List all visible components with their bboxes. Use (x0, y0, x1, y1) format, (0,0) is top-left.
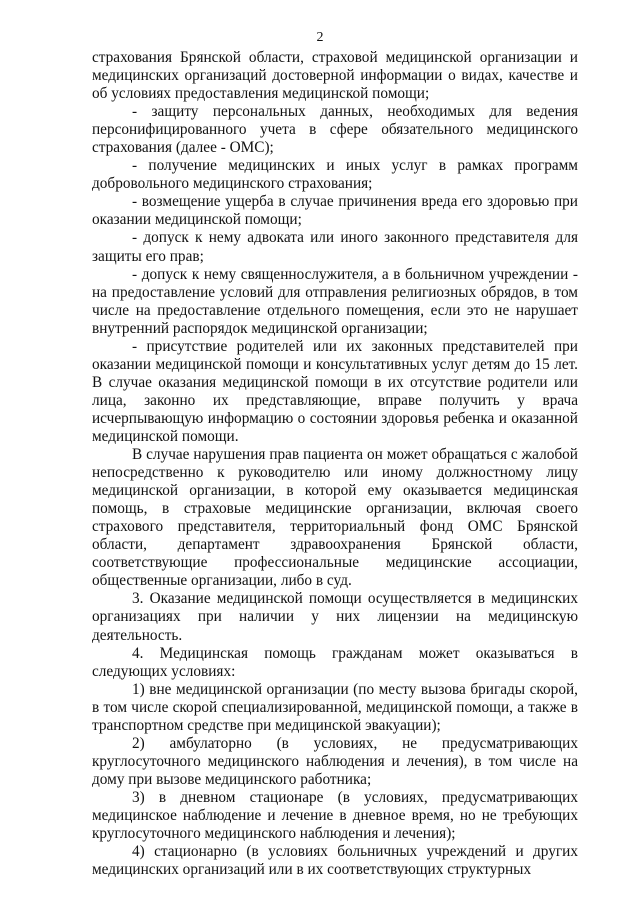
paragraph: 3. Оказание медицинской помощи осуществляется в медицинских организациях при наличии у них лицензии на медицинскую деятельность. (92, 590, 578, 644)
paragraph: 3) в дневном стационаре (в условиях, предусматривающих медицинское наблюдение и лечение в дневное время, но не требующих круглосуточного медицинского наблюдения и лечения); (92, 788, 578, 843)
paragraph: - получение медицинских и иных услуг в рамках программ добровольного медицинского страхования; (92, 157, 578, 193)
paragraph: 1) вне медицинской организации (по месту вызова бригады скорой, в том числе скорой специализированной, медицинской помощи, а также в транспортном средстве при медицинской эвакуации); (92, 680, 578, 734)
paragraph: 4) стационарно (в условиях больничных учреждений и других медицинских организаций или в их соответствующих структурных (92, 843, 578, 879)
paragraph: - защиту персональных данных, необходимых для ведения персонифицированного учета в сфере обязательного медицинского страхования (далее - ОМС); (92, 103, 578, 157)
paragraph: - присутствие родителей или их законных представителей при оказании медицинской помощи и консультативных услуг детям до 15 лет. В случае оказания медицинской помощи в их отсутствие родители или лица, законно их представляющие, вправе получить у врача исчерпывающую информацию о состоянии здоровья ребенка и оказанной медицинской помощи. (92, 337, 578, 445)
paragraph: - допуск к нему адвоката или иного законного представителя для защиты его прав; (92, 229, 578, 265)
paragraph: - допуск к нему священнослужителя, а в больничном учреждении - на предоставление условий для отправления религиозных обрядов, в том числе на предоставление отдельного помещения, если это не нарушает внутренний распорядок медицинской организации; (92, 265, 578, 337)
paragraph: 4. Медицинская помощь гражданам может оказываться в следующих условиях: (92, 644, 578, 680)
document-body (92, 49, 578, 879)
paragraph: 2) амбулаторно (в условиях, не предусматривающих круглосуточного медицинского наблюдения и лечения), в том числе на дому при вызове медицинского работника; (92, 734, 578, 788)
paragraph: В случае нарушения прав пациента он может обращаться с жалобой непосредственно к руководителю или иному должностному лицу медицинской организации, в которой ему оказывается медицинская помощь, в страховые медицинские организации, включая своего страхового представителя, территориальный фонд ОМС Брянской области, департамент здравоохранения Брянской области, соответствующие профессиональные медицинские ассоциации, общественные организации, либо в суд. (92, 446, 578, 590)
page-number: 2 (316, 30, 324, 45)
paragraph: - возмещение ущерба в случае причинения вреда его здоровью при оказании медицинской помощи; (92, 193, 578, 229)
paragraph: страхования Брянской области, страховой медицинской организации и медицинских организаций достоверной информации о видах, качестве и об условиях предоставления медицинской помощи; (92, 49, 578, 103)
